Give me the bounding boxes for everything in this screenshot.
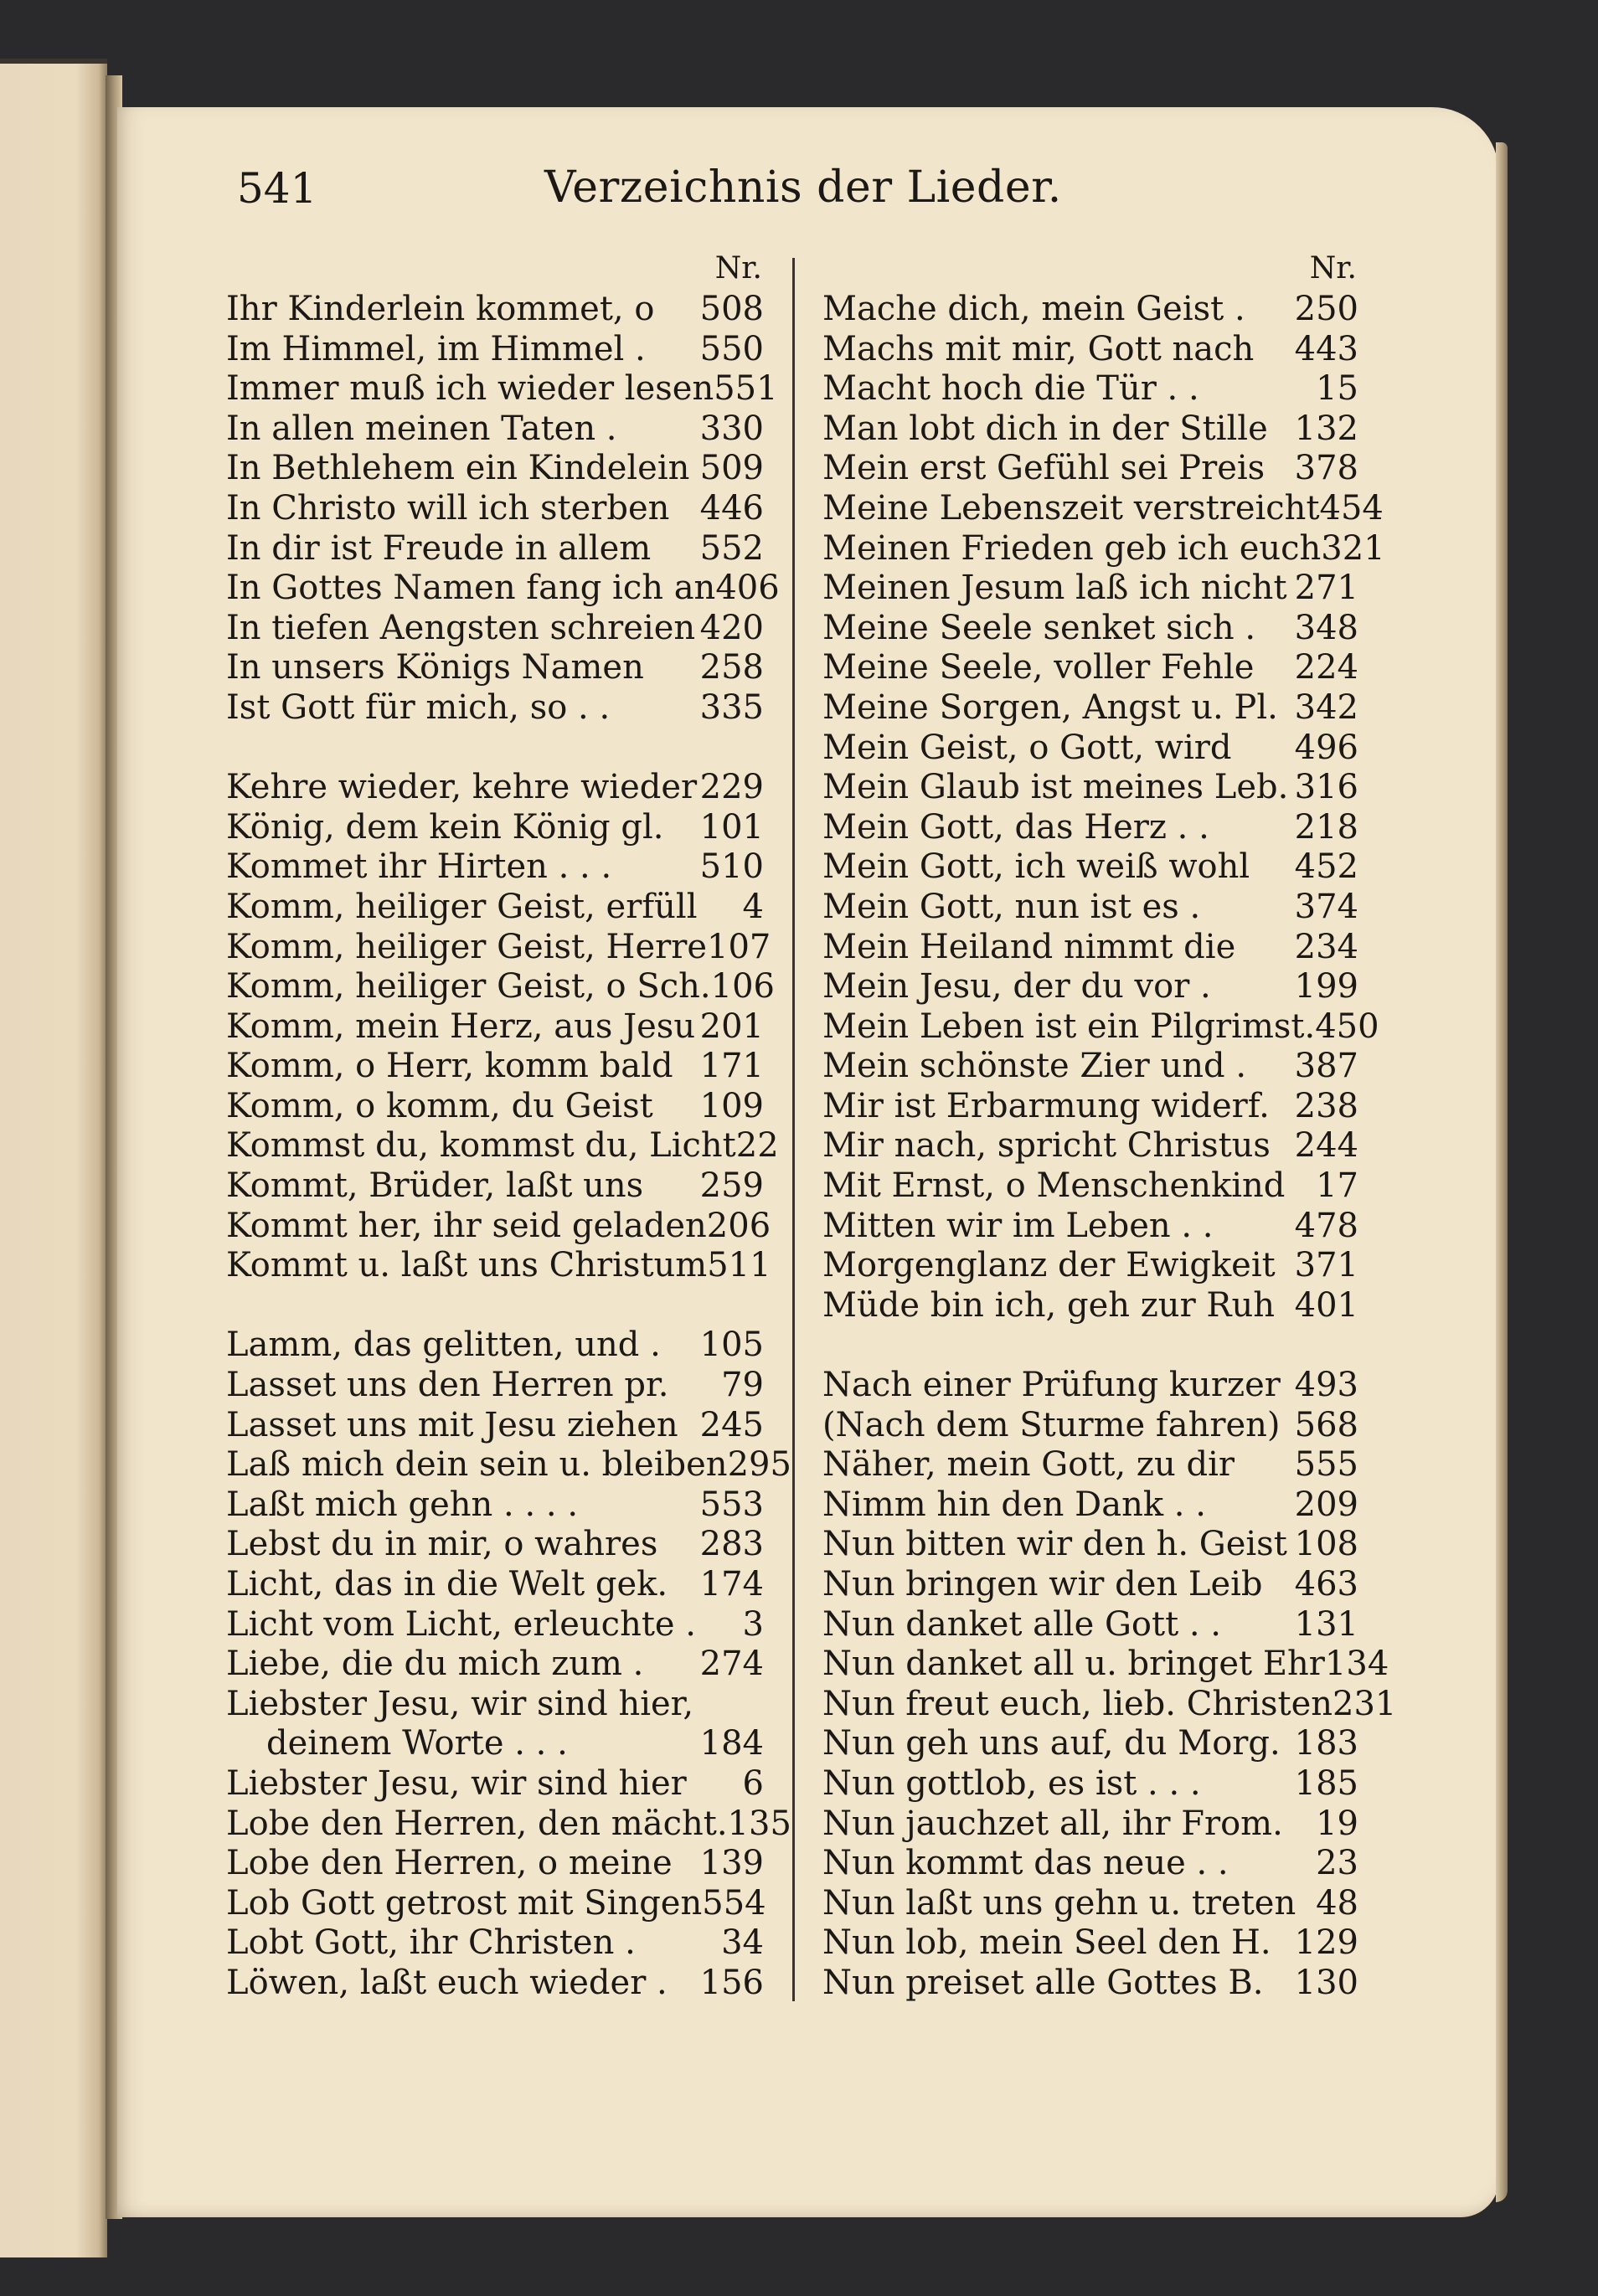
hymn-title: Mein erst Gefühl sei Preis [822,449,1266,488]
hymn-title: Lasset uns mit Jesu ziehen [226,1405,678,1444]
list-item [822,409,1358,450]
hymn-title: Mein Gott, nun ist es . [822,887,1201,926]
hymn-title: Mein Jesu, der du vor . [822,967,1211,1006]
hymn-title: Mein Glaub ist meines Leb. [822,768,1289,807]
list-item [226,1565,764,1605]
list-item [822,1844,1358,1884]
hymn-number: 209 [1294,1485,1358,1524]
hymn-number: 330 [699,409,764,448]
facing-page-edge [0,59,107,2257]
hymn-title: Mein Gott, ich weiß wohl [822,847,1250,887]
hymn-number: 387 [1294,1047,1358,1086]
hymn-number: 234 [1294,927,1358,966]
hymn-number: 201 [699,1006,764,1046]
hymn-number: 555 [1294,1445,1358,1485]
list-item [822,1884,1358,1924]
hymn-index-right-column [822,290,1397,2004]
list-item [822,488,1384,529]
hymn-number: 3 [742,1604,764,1644]
hymn-number: 79 [721,1366,764,1405]
list-item [226,648,764,688]
hymn-number: 452 [1294,847,1358,887]
hymn-title: Meine Sorgen, Angst u. Pl. [822,687,1278,727]
list-item [822,1246,1358,1286]
hymn-number: 171 [699,1047,764,1086]
list-item [226,1366,764,1406]
hymn-number: 218 [1294,807,1358,847]
hymn-number: 553 [699,1485,764,1524]
hymn-number: 552 [699,528,764,568]
list-item [822,1366,1358,1406]
hymn-title: Machs mit mir, Gott nach [822,329,1255,368]
hymn-title: Mitten wir im Leben . . [822,1206,1214,1245]
hymn-title: Nimm hin den Dank . . [822,1485,1206,1524]
hymn-number: 134 [1324,1645,1389,1684]
list-item [822,1286,1358,1326]
hymn-title: Nun laßt uns gehn u. treten [822,1883,1296,1923]
hymn-title: Lob Gott getrost mit Singen [226,1883,703,1923]
list-item [822,1006,1379,1048]
hymn-title: Kommt, Brüder, laßt uns [226,1166,644,1206]
hymn-title: Mein Geist, o Gott, wird [822,728,1232,767]
list-item [226,1087,764,1127]
hymn-title: (Nach dem Sturme fahren) [822,1405,1281,1444]
hymn-number: 374 [1294,887,1358,926]
number-heading-right: Nr. [1309,251,1357,286]
hymn-number: 129 [1294,1923,1358,1963]
hymn-title: Nun geh uns auf, du Morg. [822,1724,1281,1763]
list-item [822,1087,1358,1127]
column-divider [792,258,795,2001]
hymn-number: 105 [699,1326,764,1365]
hymn-number: 183 [1294,1724,1358,1763]
hymn-number: 342 [1294,687,1358,727]
hymn-title: Licht vom Licht, erleuchte . [226,1604,697,1644]
hymn-number: 401 [1294,1285,1358,1325]
hymn-title: Kommt her, ihr seid geladen [226,1206,707,1245]
hymn-number: 371 [1294,1246,1358,1285]
hymn-title: Nun gottlob, es ist . . . [822,1763,1201,1803]
list-item [822,1126,1358,1166]
list-item [822,1605,1358,1645]
hymn-title: Man lobt dich in der Stille [822,409,1268,448]
hymn-title: Komm, heiliger Geist, erfüll [226,887,698,926]
hymn-title: Kehre wieder, kehre wieder [226,768,698,807]
list-item [226,330,764,370]
hymn-number: 174 [699,1565,764,1604]
hymn-number: 509 [699,449,764,488]
list-item [822,728,1358,769]
hymn-title: Komm, o komm, du Geist [226,1086,653,1125]
list-item [226,1724,764,1764]
list-item [226,1206,771,1247]
list-item [822,888,1358,928]
hymn-title: Meinen Frieden geb ich euch [822,528,1322,568]
hymn-title: Meine Seele senket sich . [822,608,1256,647]
hymn-index-left-column [226,290,791,2004]
hymn-title: In Bethlehem ein Kindelein [226,449,690,488]
hymn-title: In allen meinen Taten . [226,409,617,448]
hymn-title: Lobe den Herren, o meine [226,1844,673,1883]
list-item [822,808,1358,848]
hymn-number: 551 [714,369,778,409]
hymn-title: Mein Heiland nimmt die [822,927,1236,966]
list-item [226,808,764,848]
hymn-title: Laß mich dein sein u. bleiben [226,1445,728,1485]
hymn-title: Nun danket alle Gott . . [822,1604,1222,1644]
list-item [822,609,1358,649]
hymn-title: Liebster Jesu, wir sind hier, [226,1684,694,1723]
list-item [822,847,1358,888]
hymn-title: In Gottes Namen fang ich an [226,569,716,608]
list-item [822,1724,1358,1764]
hymn-number: 568 [1294,1405,1358,1444]
hymn-title: Lobt Gott, ihr Christen . [226,1923,636,1963]
hymn-number: 295 [727,1445,791,1485]
hymn-number: 231 [1333,1684,1397,1723]
list-item [226,1923,764,1964]
hymn-title: Mir nach, spricht Christus [822,1126,1271,1166]
hymn-title: Laßt mich gehn . . . . [226,1485,579,1524]
hymn-number: 478 [1294,1206,1358,1245]
hymn-number: 493 [1294,1366,1358,1405]
list-item [226,1884,764,1924]
list-item [822,528,1385,569]
list-item [822,1047,1358,1087]
list-item [226,768,764,808]
hymn-number: 22 [735,1126,779,1166]
hymn-number: 250 [1294,290,1358,328]
hymn-title: König, dem kein König gl. [226,807,664,847]
hymn-title: Nun kommt das neue . . [822,1844,1229,1883]
hymn-title: Macht hoch die Tür . . [822,369,1199,409]
hymn-number: 554 [702,1883,766,1923]
hymn-number: 229 [699,768,764,807]
list-item [226,449,764,489]
list-item [822,1964,1358,2004]
hymn-title: Kommst du, kommst du, Licht [226,1126,736,1166]
hymn-title: Mein Gott, das Herz . . [822,807,1209,847]
hymn-title: Morgenglanz der Ewigkeit [822,1246,1276,1285]
hymn-number: 335 [699,687,764,727]
list-item [822,1406,1358,1446]
hymn-title: Meine Seele, voller Fehle [822,648,1255,687]
hymn-title: Nun bitten wir den h. Geist [822,1525,1287,1564]
hymn-number: 245 [699,1405,764,1444]
hymn-title: Lobe den Herren, den mächt. [226,1804,728,1843]
hymn-title: Mache dich, mein Geist . [822,290,1245,328]
hymn-number: 274 [699,1645,764,1684]
list-item [226,1525,764,1565]
page-title: Verzeichnis der Lieder. [544,162,1062,213]
hymn-number: 23 [1316,1844,1358,1883]
list-item [822,1525,1358,1565]
list-item [226,1605,764,1645]
list-item [226,609,764,649]
hymn-number: 101 [699,807,764,847]
hymn-title: Meine Lebenszeit verstreicht [822,488,1320,528]
hymn-number: 420 [699,608,764,647]
list-item [822,1565,1358,1605]
hymn-number: 463 [1294,1565,1358,1604]
list-item [226,927,771,968]
list-item [822,1207,1358,1247]
list-item [226,1007,764,1048]
hymn-number: 316 [1294,768,1358,807]
hymn-number: 132 [1294,409,1358,448]
hymn-number: 199 [1294,967,1358,1006]
hymn-title: Komm, heiliger Geist, o Sch. [226,967,711,1006]
hymn-title: Kommt u. laßt uns Christum [226,1246,708,1285]
hymn-title: Lasset uns den Herren pr. [226,1366,669,1405]
list-item [226,1764,764,1804]
hymn-title: Komm, mein Herz, aus Jesu [226,1006,696,1046]
hymn-number: 109 [699,1086,764,1125]
list-item [822,290,1358,330]
hymn-number: 184 [699,1724,764,1763]
hymn-number: 19 [1316,1804,1358,1843]
list-item [822,1764,1358,1804]
list-item [226,1445,791,1485]
hymn-number: 511 [707,1246,771,1285]
hymn-title: Müde bin ich, geh zur Ruh [822,1285,1276,1325]
hymn-title: Löwen, laßt euch wieder . [226,1963,668,2002]
list-item [822,768,1358,808]
hymn-number: 244 [1294,1126,1358,1166]
hymn-title: In Christo will ich sterben [226,488,670,528]
list-item [226,369,778,409]
list-item [822,569,1358,609]
hymn-number: 496 [1294,728,1358,767]
hymn-number: 107 [707,927,771,966]
hymn-number: 131 [1294,1604,1358,1644]
hymn-number: 508 [699,290,764,328]
hymn-number: 446 [699,488,764,528]
hymn-title: Ihr Kinderlein kommet, o [226,290,655,328]
hymn-number: 34 [721,1923,764,1963]
number-heading-left: Nr. [714,251,762,286]
hymn-number: 185 [1294,1763,1358,1803]
list-item [822,330,1358,370]
list-item [226,1326,764,1366]
hymn-number: 258 [699,648,764,687]
hymn-title: Mein schönste Zier und . [822,1047,1247,1086]
hymn-number: 259 [699,1166,764,1206]
list-item [226,1645,764,1685]
section-gap [226,1286,764,1326]
list-item [226,1166,764,1207]
hymn-number: 454 [1319,488,1384,528]
list-item [226,967,775,1007]
hymn-number: 48 [1316,1883,1358,1923]
list-item [822,1804,1358,1845]
hymn-title: deinem Worte . . . [266,1724,568,1763]
section-gap [822,1326,1358,1366]
hymn-title: Mit Ernst, o Menschenkind [822,1166,1286,1206]
page-stack-edge [1496,142,1508,2202]
hymn-number: 510 [699,847,764,887]
hymn-title: In tiefen Aengsten schreien [226,608,696,647]
hymn-title: Meinen Jesum laß ich nicht [822,569,1287,608]
hymn-title: Nun preiset alle Gottes B. [822,1963,1264,2002]
hymn-number: 321 [1321,528,1385,568]
hymn-title: Nach einer Prüfung kurzer [822,1366,1281,1405]
list-item [822,1684,1397,1725]
hymn-number: 550 [699,329,764,368]
list-item [822,967,1358,1007]
hymn-number: 135 [727,1804,791,1843]
hymn-title: In dir ist Freude in allem [226,528,652,568]
hymn-title: Nun bringen wir den Leib [822,1565,1263,1604]
list-item [822,449,1358,489]
hymn-title: Liebe, die du mich zum . [226,1645,644,1684]
hymn-number: 15 [1316,369,1358,409]
hymn-title: Lebst du in mir, o wahres [226,1525,658,1564]
hymn-number: 224 [1294,648,1358,687]
list-item [226,489,764,529]
hymn-title: Mein Leben ist ein Pilgrimst. [822,1006,1316,1046]
list-item [226,1126,779,1166]
list-item [822,928,1358,968]
hymn-title: Nun danket all u. bringet Ehr [822,1645,1325,1684]
list-item [822,1645,1389,1685]
hymn-title: Nun jauchzet all, ihr From. [822,1804,1283,1843]
hymn-title: Ist Gott für mich, so . . [226,687,611,727]
list-item [822,648,1358,688]
list-item [822,688,1358,728]
list-item [226,888,764,928]
hymn-number: 156 [699,1963,764,2002]
list-item [226,529,764,569]
hymn-title: Liebster Jesu, wir sind hier [226,1763,687,1803]
list-item [226,1406,764,1446]
hymn-number: 139 [699,1844,764,1883]
list-item [226,1964,764,2004]
hymn-number: 283 [699,1525,764,1564]
hymn-number: 206 [706,1206,771,1245]
hymn-number: 238 [1294,1086,1358,1125]
list-item [226,847,764,888]
list-item [822,1485,1358,1526]
list-item [822,1166,1358,1207]
hymn-title: Komm, o Herr, komm bald [226,1047,673,1086]
hymn-number: 106 [710,967,775,1006]
hymn-number: 130 [1294,1963,1358,2002]
page-number: 541 [237,164,317,213]
list-item [226,1804,791,1845]
list-item [226,1047,764,1087]
list-item [226,290,764,330]
hymn-title: Im Himmel, im Himmel . [226,329,646,368]
hymn-number: 406 [715,569,780,608]
hymn-number: 450 [1315,1006,1379,1046]
hymn-title: In unsers Königs Namen [226,648,644,687]
hymn-number: 6 [742,1763,764,1803]
hymn-title: Lamm, das gelitten, und . [226,1326,661,1365]
hymn-number: 378 [1294,449,1358,488]
list-item [226,1844,764,1884]
hymn-title: Nun freut euch, lieb. Christen [822,1684,1333,1723]
hymn-title: Kommet ihr Hirten . . . [226,847,612,887]
hymn-title: Licht, das in die Welt gek. [226,1565,668,1604]
section-gap [226,728,764,769]
hymn-title: Näher, mein Gott, zu dir [822,1445,1235,1485]
list-item [226,569,780,609]
hymn-title: Komm, heiliger Geist, Herre [226,927,708,966]
list-item [226,688,764,728]
hymn-number: 108 [1294,1525,1358,1564]
list-item [226,1685,764,1725]
hymn-title: Nun lob, mein Seel den H. [822,1923,1271,1963]
hymn-title: Immer muß ich wieder lesen [226,369,714,409]
hymn-number: 348 [1294,608,1358,647]
list-item [226,1246,771,1286]
list-item [822,369,1358,409]
list-item [226,1485,764,1526]
list-item [822,1445,1358,1485]
hymn-number: 4 [742,887,764,926]
hymn-number: 443 [1294,329,1358,368]
hymn-title: Mir ist Erbarmung widerf. [822,1086,1270,1125]
list-item [822,1923,1358,1964]
list-item [226,409,764,450]
hymn-number: 17 [1316,1166,1358,1206]
hymn-number: 271 [1294,569,1358,608]
